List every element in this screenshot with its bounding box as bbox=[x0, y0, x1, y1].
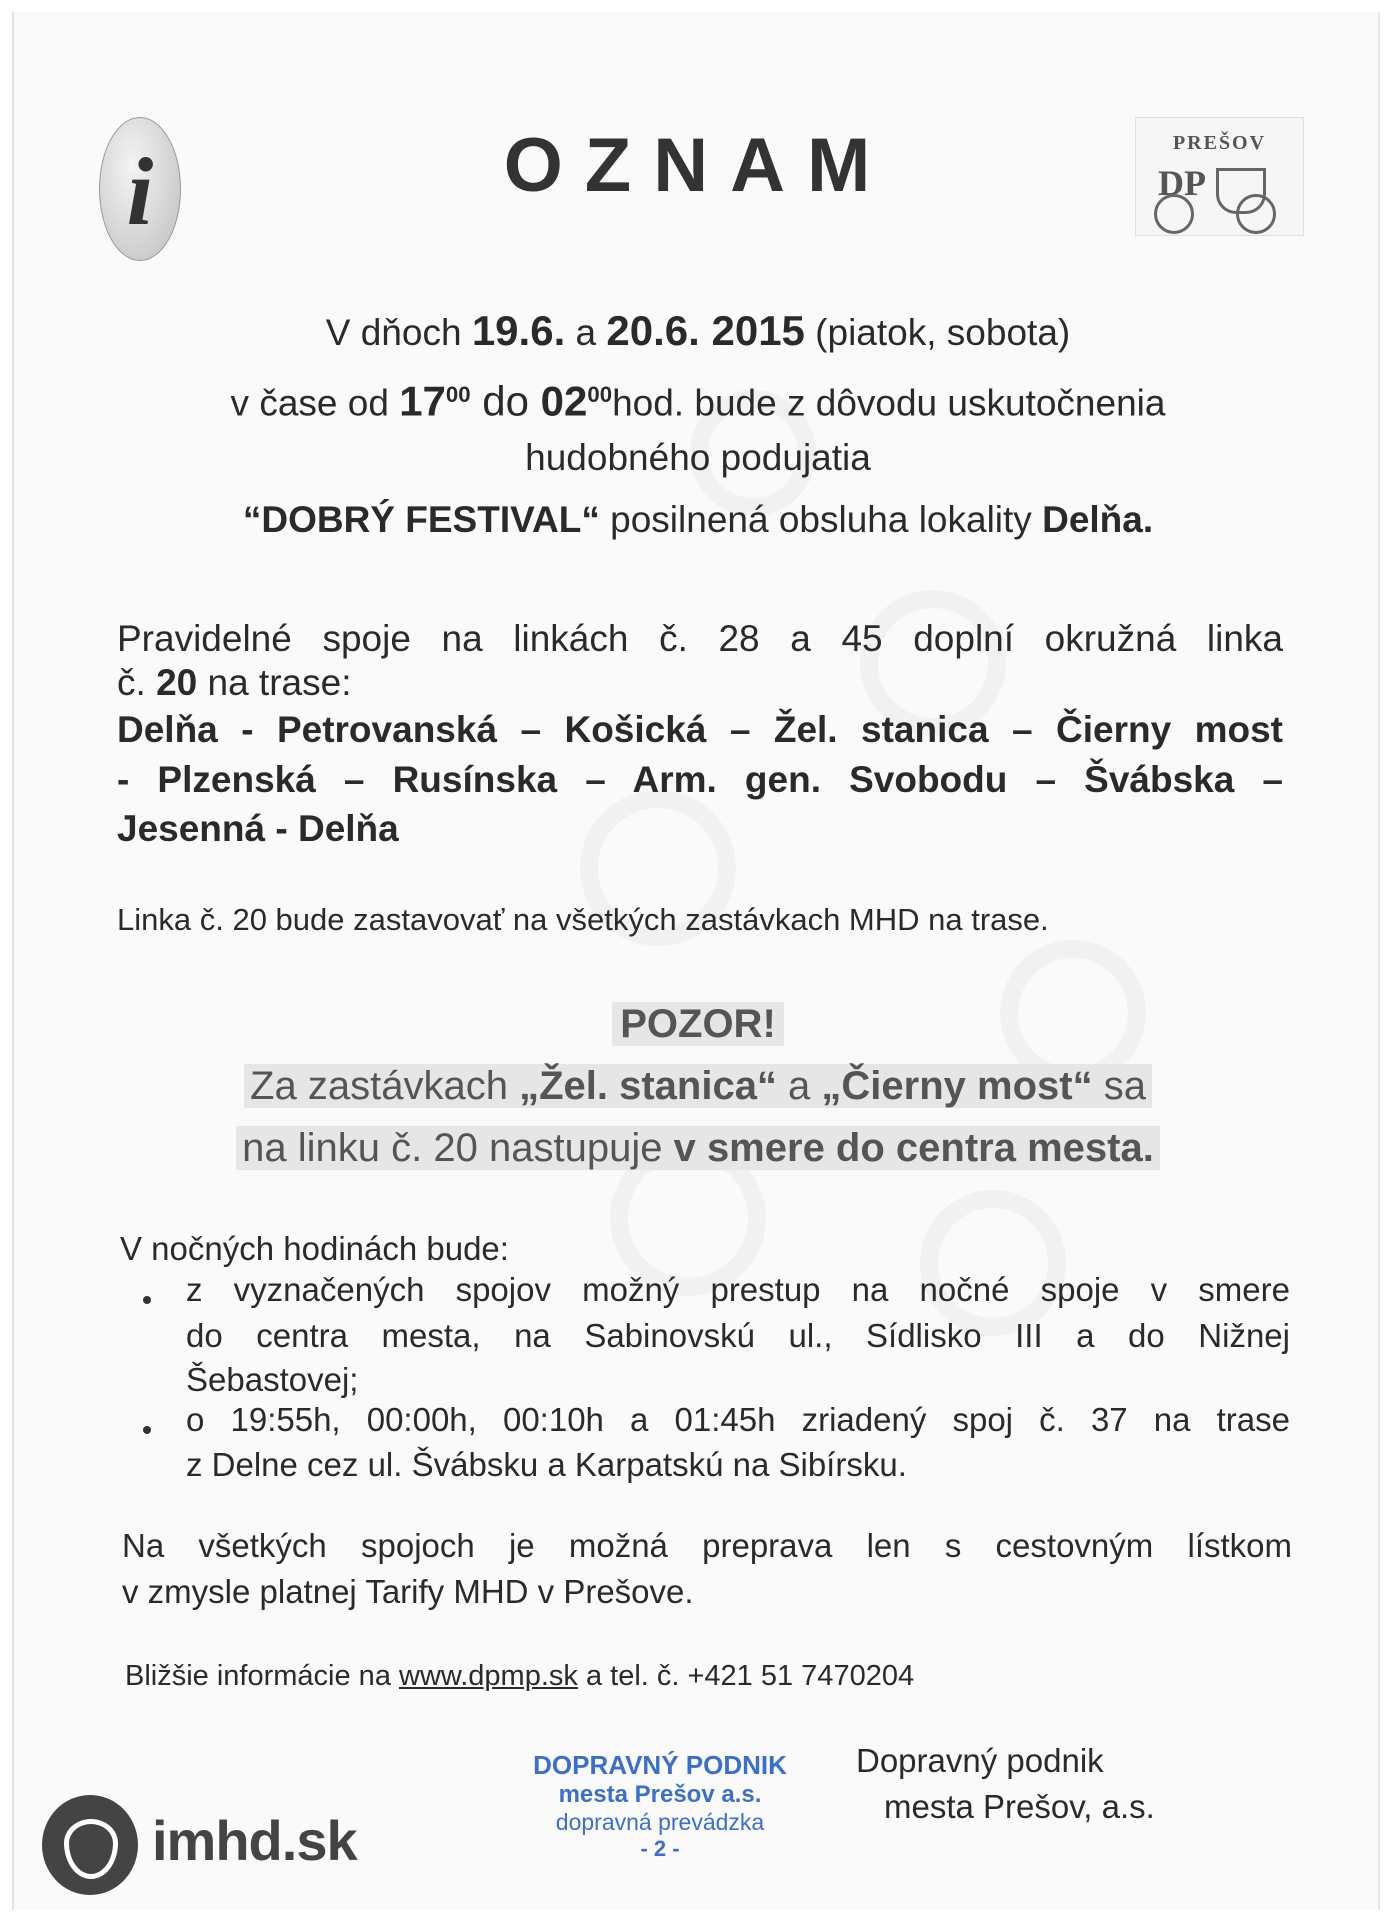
intro-line-dates: V dňoch 19.6. a 20.6. 2015 (piatok, sobota) bbox=[325, 307, 1071, 354]
imhd-logo-icon bbox=[42, 1795, 138, 1895]
wheel-icon bbox=[1236, 194, 1276, 234]
route-stops-note: Linka č. 20 bude zastavovať na všetkých zastávkach MHD na trase. bbox=[117, 902, 1049, 937]
night-item-1-line-3: Šebastovej; bbox=[186, 1361, 359, 1398]
signature-block: Dopravný podnik mesta Prešov, a.s. bbox=[856, 1742, 1155, 1825]
notice-paper bbox=[12, 12, 1380, 1910]
ticket-line-1: Na všetkých spojoch je možná preprava len s cestovným lístkom bbox=[122, 1527, 1292, 1564]
imhd-brand: imhd.sk bbox=[152, 1809, 357, 1872]
company-stamp: DOPRAVNÝ PODNIK mesta Prešov a.s. dopravná prevádzka - 2 - bbox=[533, 1750, 787, 1861]
route-stops-2: - Plzenská – Rusínska – Arm. gen. Svobodu – Švábska – bbox=[117, 759, 1283, 800]
info-icon: i bbox=[99, 117, 181, 261]
ticket-line-2: v zmysle platnej Tarify MHD v Prešove. bbox=[122, 1573, 694, 1610]
bullet-icon bbox=[143, 1296, 151, 1304]
contact-info: Bližšie informácie na www.dpmp.sk a tel. č. +421 51 7470204 bbox=[125, 1660, 915, 1692]
route-line-number: č. 20 na trase: bbox=[117, 662, 352, 703]
night-title: V nočných hodinách bude: bbox=[120, 1230, 509, 1267]
route-stops-3: Jesenná - Delňa bbox=[117, 808, 399, 849]
warning-line-1: Za zastávkach „Žel. stanica“ a „Čierny most“ sa bbox=[0, 1062, 1396, 1110]
intro-line-festival: “DOBRÝ FESTIVAL“ posilnená obsluha lokality Delňa. bbox=[242, 499, 1154, 540]
intro-line-time: v čase od $17^{00}$ do $02^{00}hod$. bude z dôvodu uskutočnenia bbox=[230, 377, 1166, 425]
website-link[interactable]: www.dpmp.sk bbox=[399, 1660, 578, 1692]
bullet-icon bbox=[143, 1426, 151, 1434]
warning-title: POZOR! bbox=[0, 1002, 1396, 1047]
night-item-1-line-2: do centra mesta, na Sabinovskú ul., Sídlisko III a do Nižnej bbox=[186, 1317, 1290, 1354]
warning-line-2: na linku č. 20 nastupuje v smere do centra mesta. bbox=[0, 1124, 1396, 1172]
route-intro: Pravidelné spoje na linkách č. 28 a 45 doplní okružná linka bbox=[117, 618, 1283, 659]
night-item-2-line-2: z Delne cez ul. Švábsku a Karpatskú na Sibírsku. bbox=[186, 1446, 907, 1483]
route-stops-1: Delňa - Petrovanská – Košická – Žel. stanica – Čierny most bbox=[117, 709, 1283, 750]
intro-line-event: hudobného podujatia bbox=[525, 437, 871, 478]
wheel-icon bbox=[1154, 194, 1194, 234]
dp-presov-logo: PREŠOV DP bbox=[1135, 117, 1304, 236]
night-item-2-line-1: o 19:55h, 00:00h, 00:10h a 01:45h zriadený spoj č. 37 na trase bbox=[186, 1401, 1290, 1438]
night-item-1-line-1: z vyznačených spojov možný prestup na nočné spoje v smere bbox=[186, 1271, 1290, 1308]
page-title: OZNAM bbox=[503, 123, 893, 208]
pin-icon bbox=[64, 1819, 118, 1879]
